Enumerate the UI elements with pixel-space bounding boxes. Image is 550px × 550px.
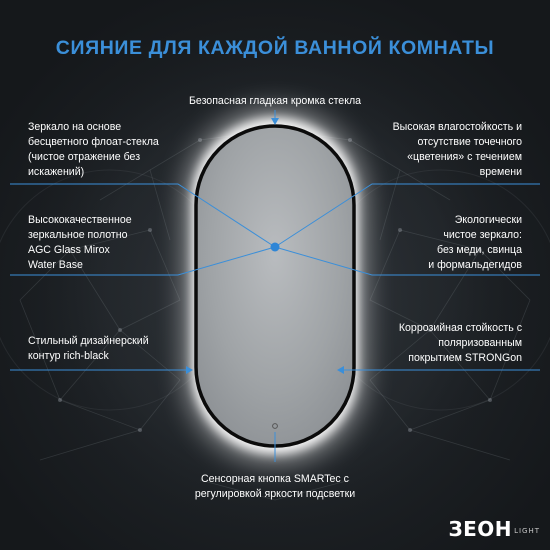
center-point-icon <box>271 243 280 252</box>
callout-sensor: Сенсорная кнопка SMARTec с регулировкой яркости подсветки <box>194 473 356 500</box>
callout-contour: Стильный дизайнерский контур rich-black <box>28 335 149 362</box>
callout-corrosion: Коррозийная стойкость с поляризованным покрытием STRONGon <box>398 322 522 364</box>
brand-name: ЗЕОН <box>448 517 513 541</box>
page-title: СИЯНИЕ ДЛЯ КАЖДОЙ ВАННОЙ КОМНАТЫ <box>55 37 495 59</box>
callout-top-edge: Безопасная гладкая кромка стекла <box>188 95 362 107</box>
callout-agc: Высококачественное зеркальное полотно AGC Glass Mirox Water Base <box>28 214 132 271</box>
callout-eco: Экологически чистое зеркало: без меди, свинца и формальдегидов <box>428 214 522 271</box>
callout-moisture: Высокая влагостойкость и отсутствие точечного «цветения» с течением времени <box>392 121 522 178</box>
callout-float-glass: Зеркало на основе бесцветного флоат-стекла (чистое отражение без искажений) <box>28 121 159 178</box>
brand-subtitle: LIGHT <box>514 526 540 535</box>
mirror <box>196 126 354 446</box>
brand-logo <box>448 517 540 541</box>
